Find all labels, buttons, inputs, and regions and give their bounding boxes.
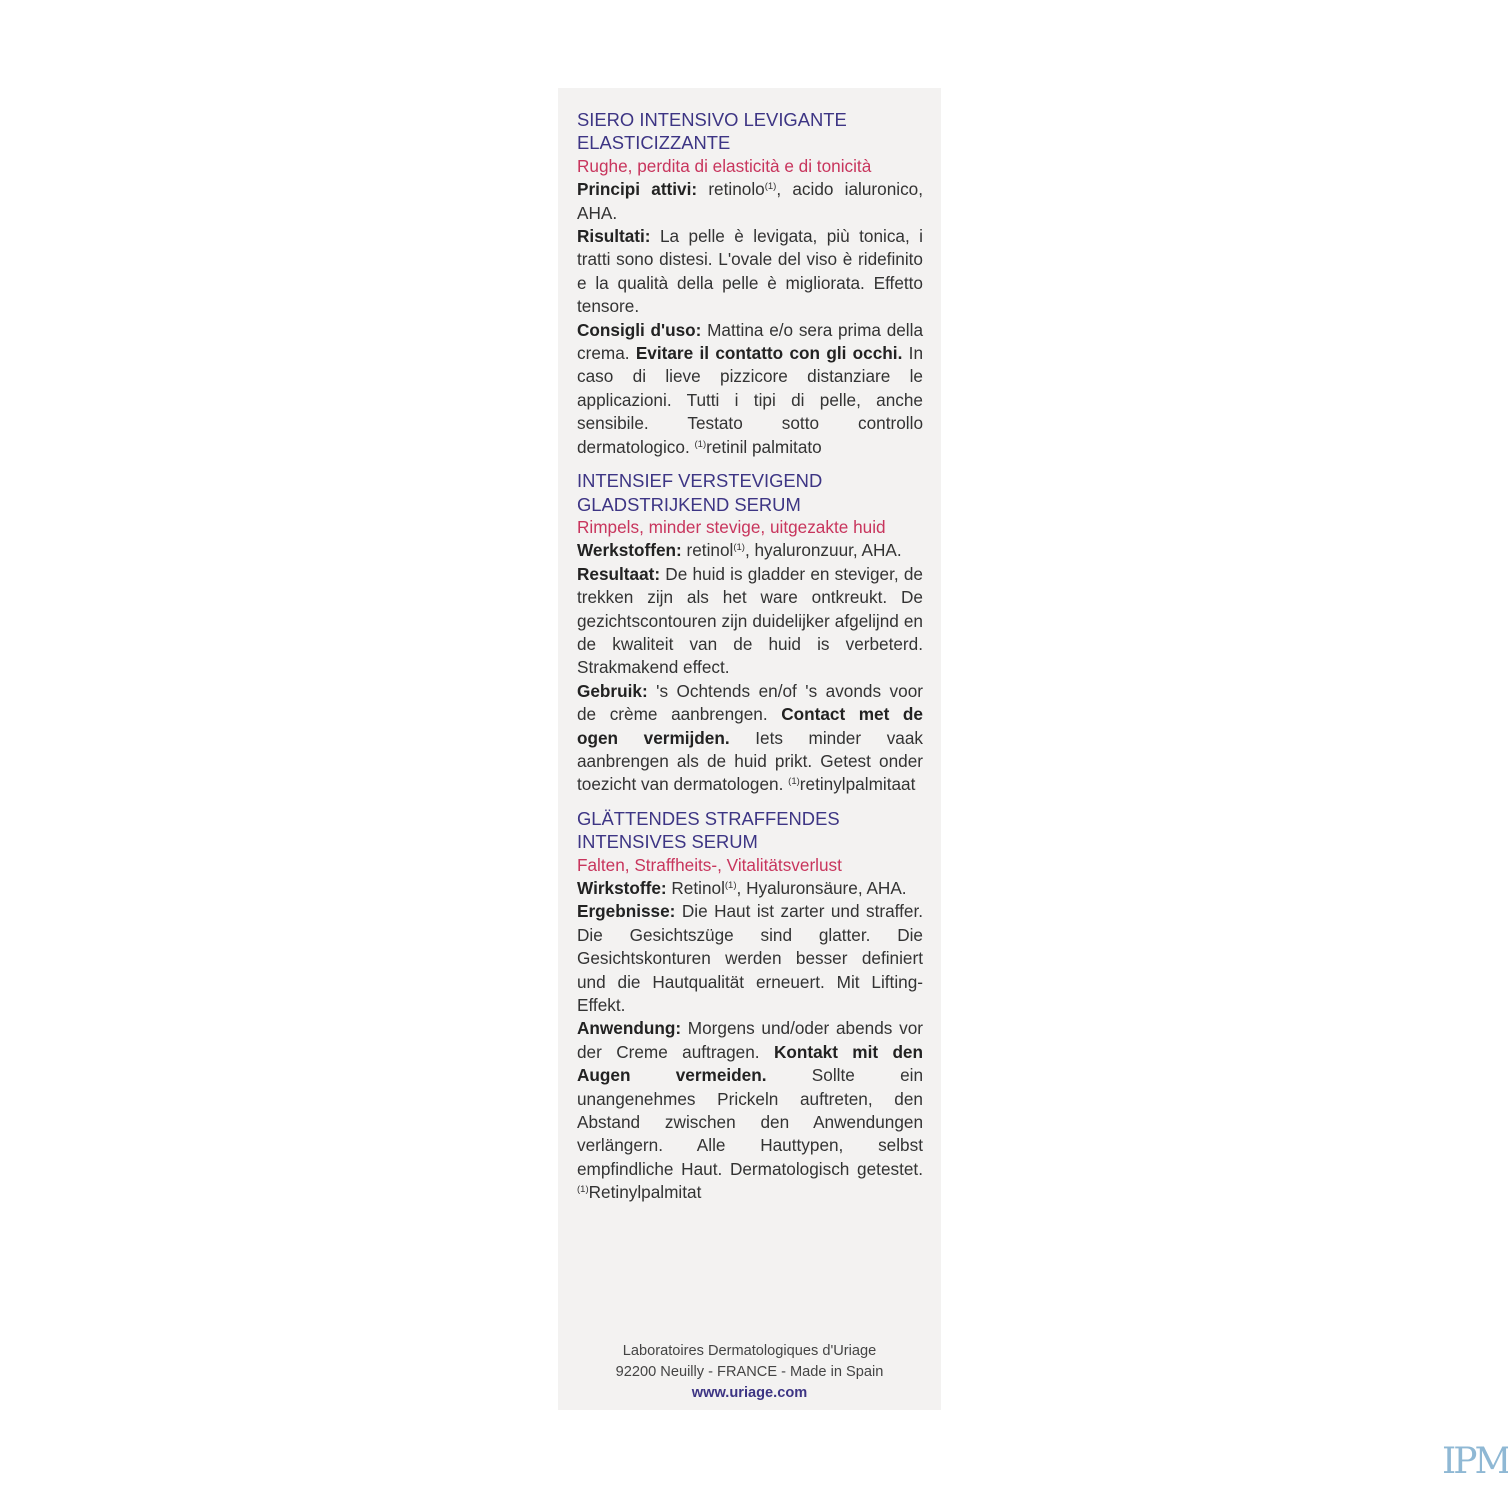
section-subtitle: Rughe, perdita di elasticità e di tonicità: [577, 155, 872, 176]
product-label-panel: [558, 88, 941, 1410]
usage-paragraph: Consigli d'uso: Mattina e/o sera prima della crema. Evitare il contatto con gli occhi. In caso di lieve pizzicore distanziare le applicazioni. Tutti i tipi di pelle, anche sensibile. Testato sotto controllo dermatologico. $^{(1)}$retinil palmitato: [577, 319, 924, 457]
results-paragraph: Resultaat: De huid is gladder en steviger, de trekken zijn als het ware ontkreukt. De gezichtscontouren zijn duidelijker afgelijnd en de kwaliteit van de huid is verbeterd. Strakmakend effect.: [577, 563, 923, 678]
website-link: www.uriage.com: [691, 1385, 808, 1401]
section-dutch: [577, 469, 923, 797]
manufacturer-name: Laboratoires Dermatologiques d'Uriage: [622, 1343, 877, 1359]
usage-paragraph: Gebruik: 's Ochtends en/of 's avonds voor de crème aanbrengen. Contact met de ogen vermijden. Iets minder vaak aanbrengen als de huid prikt. Getest onder toezicht van dermatologen. $^{(1)}$retinylpalmitaat: [577, 680, 923, 795]
section-german: [577, 807, 923, 1205]
manufacturer-footer: [558, 1341, 941, 1404]
results-paragraph: Ergebnisse: Die Haut ist zarter und straffer. Die Gesichtszüge sind glatter. Die Gesichtskonturen werden besser definiert und die Hautqualität erneuert. Mit Lifting-Effekt.: [577, 901, 923, 1016]
section-title: INTENSIEF VERSTEVIGEND GLADSTRIJKEND SERUM: [577, 470, 823, 515]
active-ingredients-paragraph: Werkstoffen: retinol$^{(1)}$, hyaluronzuur, AHA.: [577, 540, 902, 561]
label-text-column: [577, 108, 923, 1215]
watermark-logo: IPM: [1442, 1441, 1508, 1482]
section-title: GLÄTTENDES STRAFFENDES INTENSIVES SERUM: [577, 807, 840, 853]
section-italian: [577, 108, 923, 459]
active-ingredients-paragraph: Wirkstoffe: Retinol$^{(1)}$, Hyaluronsäure, AHA.: [577, 878, 907, 898]
manufacturer-address: 92200 Neuilly - FRANCE - Made in Spain: [615, 1364, 884, 1380]
usage-paragraph: Anwendung: Morgens und/oder abends vor der Creme auftragen. Kontakt mit den Augen vermeiden. Sollte ein unangenehmes Prickeln auftreten, den Abstand zwischen den Anwendungen verlängern. Alle Hauttypen, selbst empfindliche Haut. Dermatologisch getestet. $^{(1)}$Retinylpalmitat: [577, 1018, 924, 1203]
section-subtitle: Rimpels, minder stevige, uitgezakte huid: [577, 516, 886, 537]
section-subtitle: Falten, Straffheits-, Vitalitätsverlust: [577, 854, 842, 875]
active-ingredients-paragraph: Principi attivi: retinolo$^{(1)}$, acido ialuronico, AHA.: [577, 179, 923, 223]
results-paragraph: Risultati: La pelle è levigata, più tonica, i tratti sono distesi. L'ovale del viso è ridefinito e la qualità della pelle è migliorata. Effetto tensore.: [577, 226, 923, 317]
section-title: SIERO INTENSIVO LEVIGANTE ELASTICIZZANTE: [577, 109, 847, 154]
